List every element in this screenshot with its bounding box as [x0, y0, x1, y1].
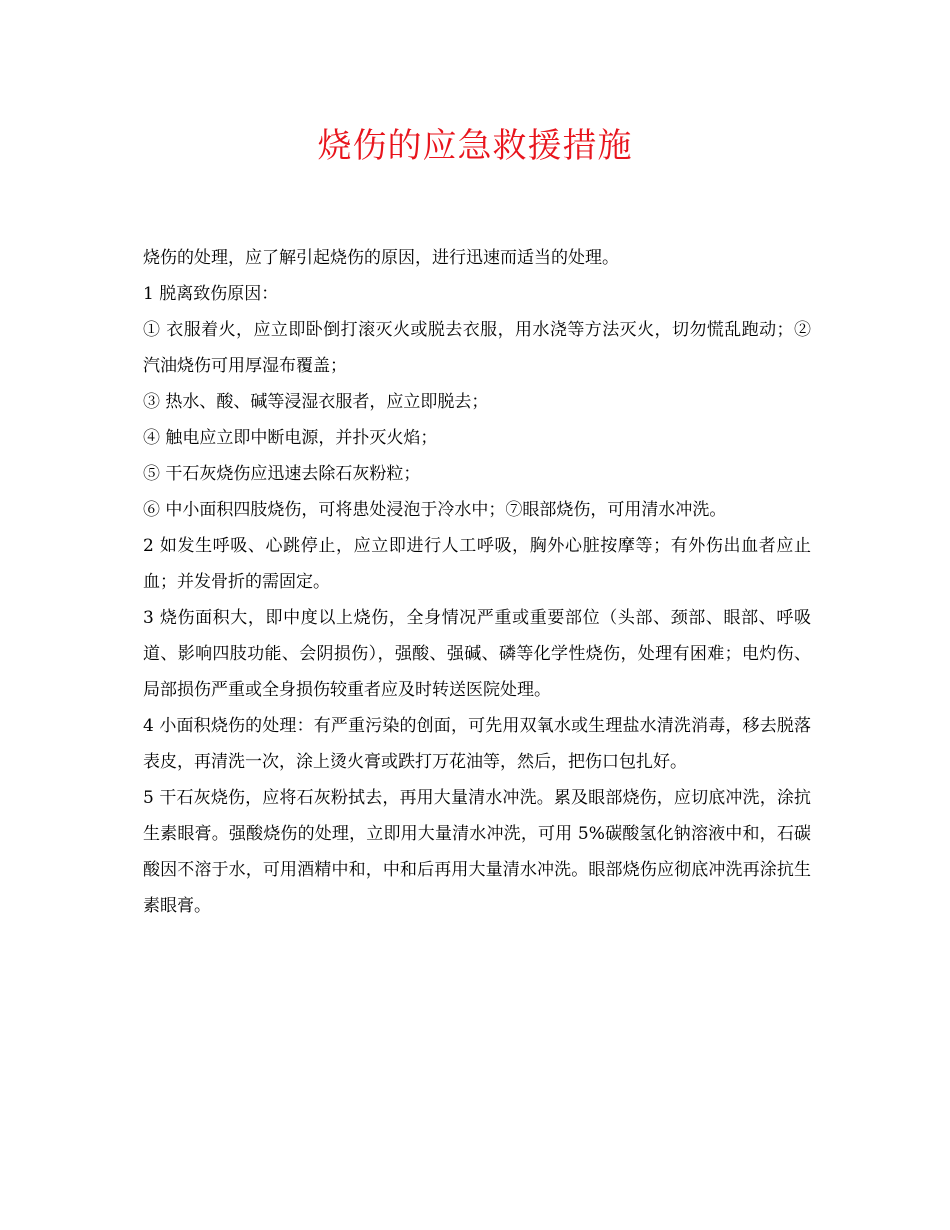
- paragraph-step-1-item-3: ③ 热水、酸、碱等浸湿衣服者，应立即脱去；: [143, 392, 489, 412]
- paragraph-step-1-item-5: ⑤ 干石灰烧伤应迅速去除石灰粉粒；: [143, 464, 421, 484]
- paragraph-step-1-item-4: ④ 触电应立即中断电源，并扑灭火焰；: [143, 428, 438, 448]
- paragraph-step-2: 2 如发生呼吸、心跳停止，应立即进行人工呼吸，胸外心脏按摩等；有外伤出血者应止血；并发骨折的需固定。: [143, 536, 811, 592]
- paragraph-step-1-item-6-7: ⑥ 中小面积四肢烧伤，可将患处浸泡于冷水中；⑦眼部烧伤，可用清水冲洗。: [143, 500, 727, 520]
- document-body: [143, 240, 811, 924]
- paragraph-step-1-item-1-2: ① 衣服着火，应立即卧倒打滚灭火或脱去衣服，用水浇等方法灭火，切勿慌乱跑动；②汽油烧伤可用厚湿布覆盖；: [143, 320, 811, 376]
- paragraph-step-5: 5 干石灰烧伤，应将石灰粉拭去，再用大量清水冲洗。累及眼部烧伤，应切底冲洗，涂抗生素眼膏。强酸烧伤的处理，立即用大量清水冲洗，可用 5%碳酸氢化钠溶液中和，石碳酸因不溶于水，可用酒精中和，中和后再用大量清水冲洗。眼部烧伤应彻底冲洗再涂抗生素眼膏。: [143, 788, 811, 916]
- paragraph-step-1-heading: 1 脱离致伤原因：: [143, 284, 279, 304]
- document-title: 烧伤的应急救援措施: [317, 126, 633, 166]
- paragraph-step-4: 4 小面积烧伤的处理：有严重污染的创面，可先用双氧水或生理盐水清洗消毒，移去脱落表皮，再清洗一次，涂上烫火膏或跌打万花油等，然后，把伤口包扎好。: [143, 716, 811, 772]
- paragraph-intro: 烧伤的处理，应了解引起烧伤的原因，进行迅速而适当的处理。: [143, 248, 619, 268]
- paragraph-step-3: 3 烧伤面积大，即中度以上烧伤，全身情况严重或重要部位（头部、颈部、眼部、呼吸道、影响四肢功能、会阴损伤），强酸、强碱、磷等化学性烧伤，处理有困难；电灼伤、局部损伤严重或全身损伤较重者应及时转送医院处理。: [143, 608, 811, 700]
